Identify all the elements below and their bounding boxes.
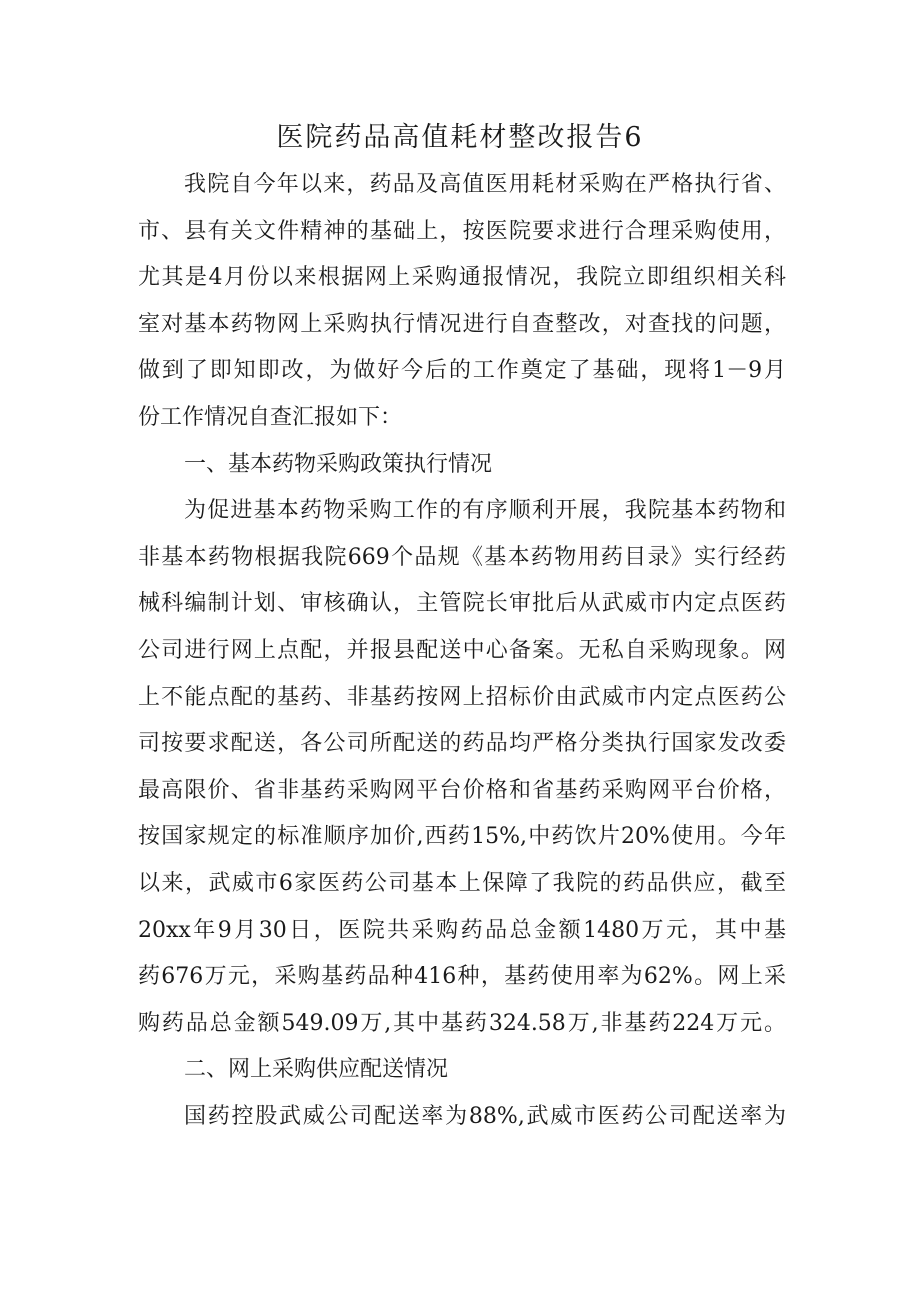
text-line: 国药控股武威公司配送率为88%,武威市医药公司配送率为 xyxy=(184,1103,786,1129)
text-line: 药676万元，采购基药品种416种，基药使用率为62%。网上采 xyxy=(138,964,786,990)
text-line: 尤其是4月份以来根据网上采购通报情况，我院立即组织相关科 xyxy=(138,265,786,291)
text-line: 我院自今年以来，药品及高值医用耗材采购在严格执行省、 xyxy=(184,172,786,197)
text-line: 市、县有关文件精神的基础上，按医院要求进行合理采购使用， xyxy=(138,218,786,244)
text-line: 按国家规定的标准顺序加价,西药15%,中药饮片20%使用。今年 xyxy=(138,824,786,850)
text-line: 一、基本药物采购政策执行情况 xyxy=(184,451,493,477)
text-line: 20xx年9月30日，医院共采购药品总金额1480万元，其中基 xyxy=(138,917,786,943)
text-line: 购药品总金额549.09万,其中基药324.58万,非基药224万元。 xyxy=(138,1010,786,1036)
text-line: 上不能点配的基药、非基药按网上招标价由武威市内定点医药公 xyxy=(138,684,786,710)
text-line: 二、网上采购供应配送情况 xyxy=(184,1057,449,1083)
text-line: 以来，武威市6家医药公司基本上保障了我院的药品供应，截至 xyxy=(138,870,786,896)
text-line: 械科编制计划、审核确认，主管院长审批后从武威市内定点医药 xyxy=(138,591,786,617)
text-line: 司按要求配送，各公司所配送的药品均严格分类执行国家发改委 xyxy=(138,731,786,757)
text-line: 份工作情况自查汇报如下： xyxy=(138,404,403,430)
text-line: 做到了即知即改，为做好今后的工作奠定了基础，现将1－9月 xyxy=(138,358,786,384)
document-title: 医院药品高值耗材整改报告6 xyxy=(276,122,644,153)
text-line: 公司进行网上点配，并报县配送中心备案。无私自采购现象。网 xyxy=(138,637,786,663)
text-line: 最高限价、省非基药采购网平台价格和省基药采购网平台价格， xyxy=(138,777,786,803)
text-line: 为促进基本药物采购工作的有序顺利开展，我院基本药物和 xyxy=(184,498,786,524)
document-body xyxy=(138,162,786,1140)
text-line: 非基本药物根据我院669个品规《基本药物用药目录》实行经药 xyxy=(138,544,786,570)
text-line: 室对基本药物网上采购执行情况进行自查整改，对查找的问题， xyxy=(138,311,786,337)
